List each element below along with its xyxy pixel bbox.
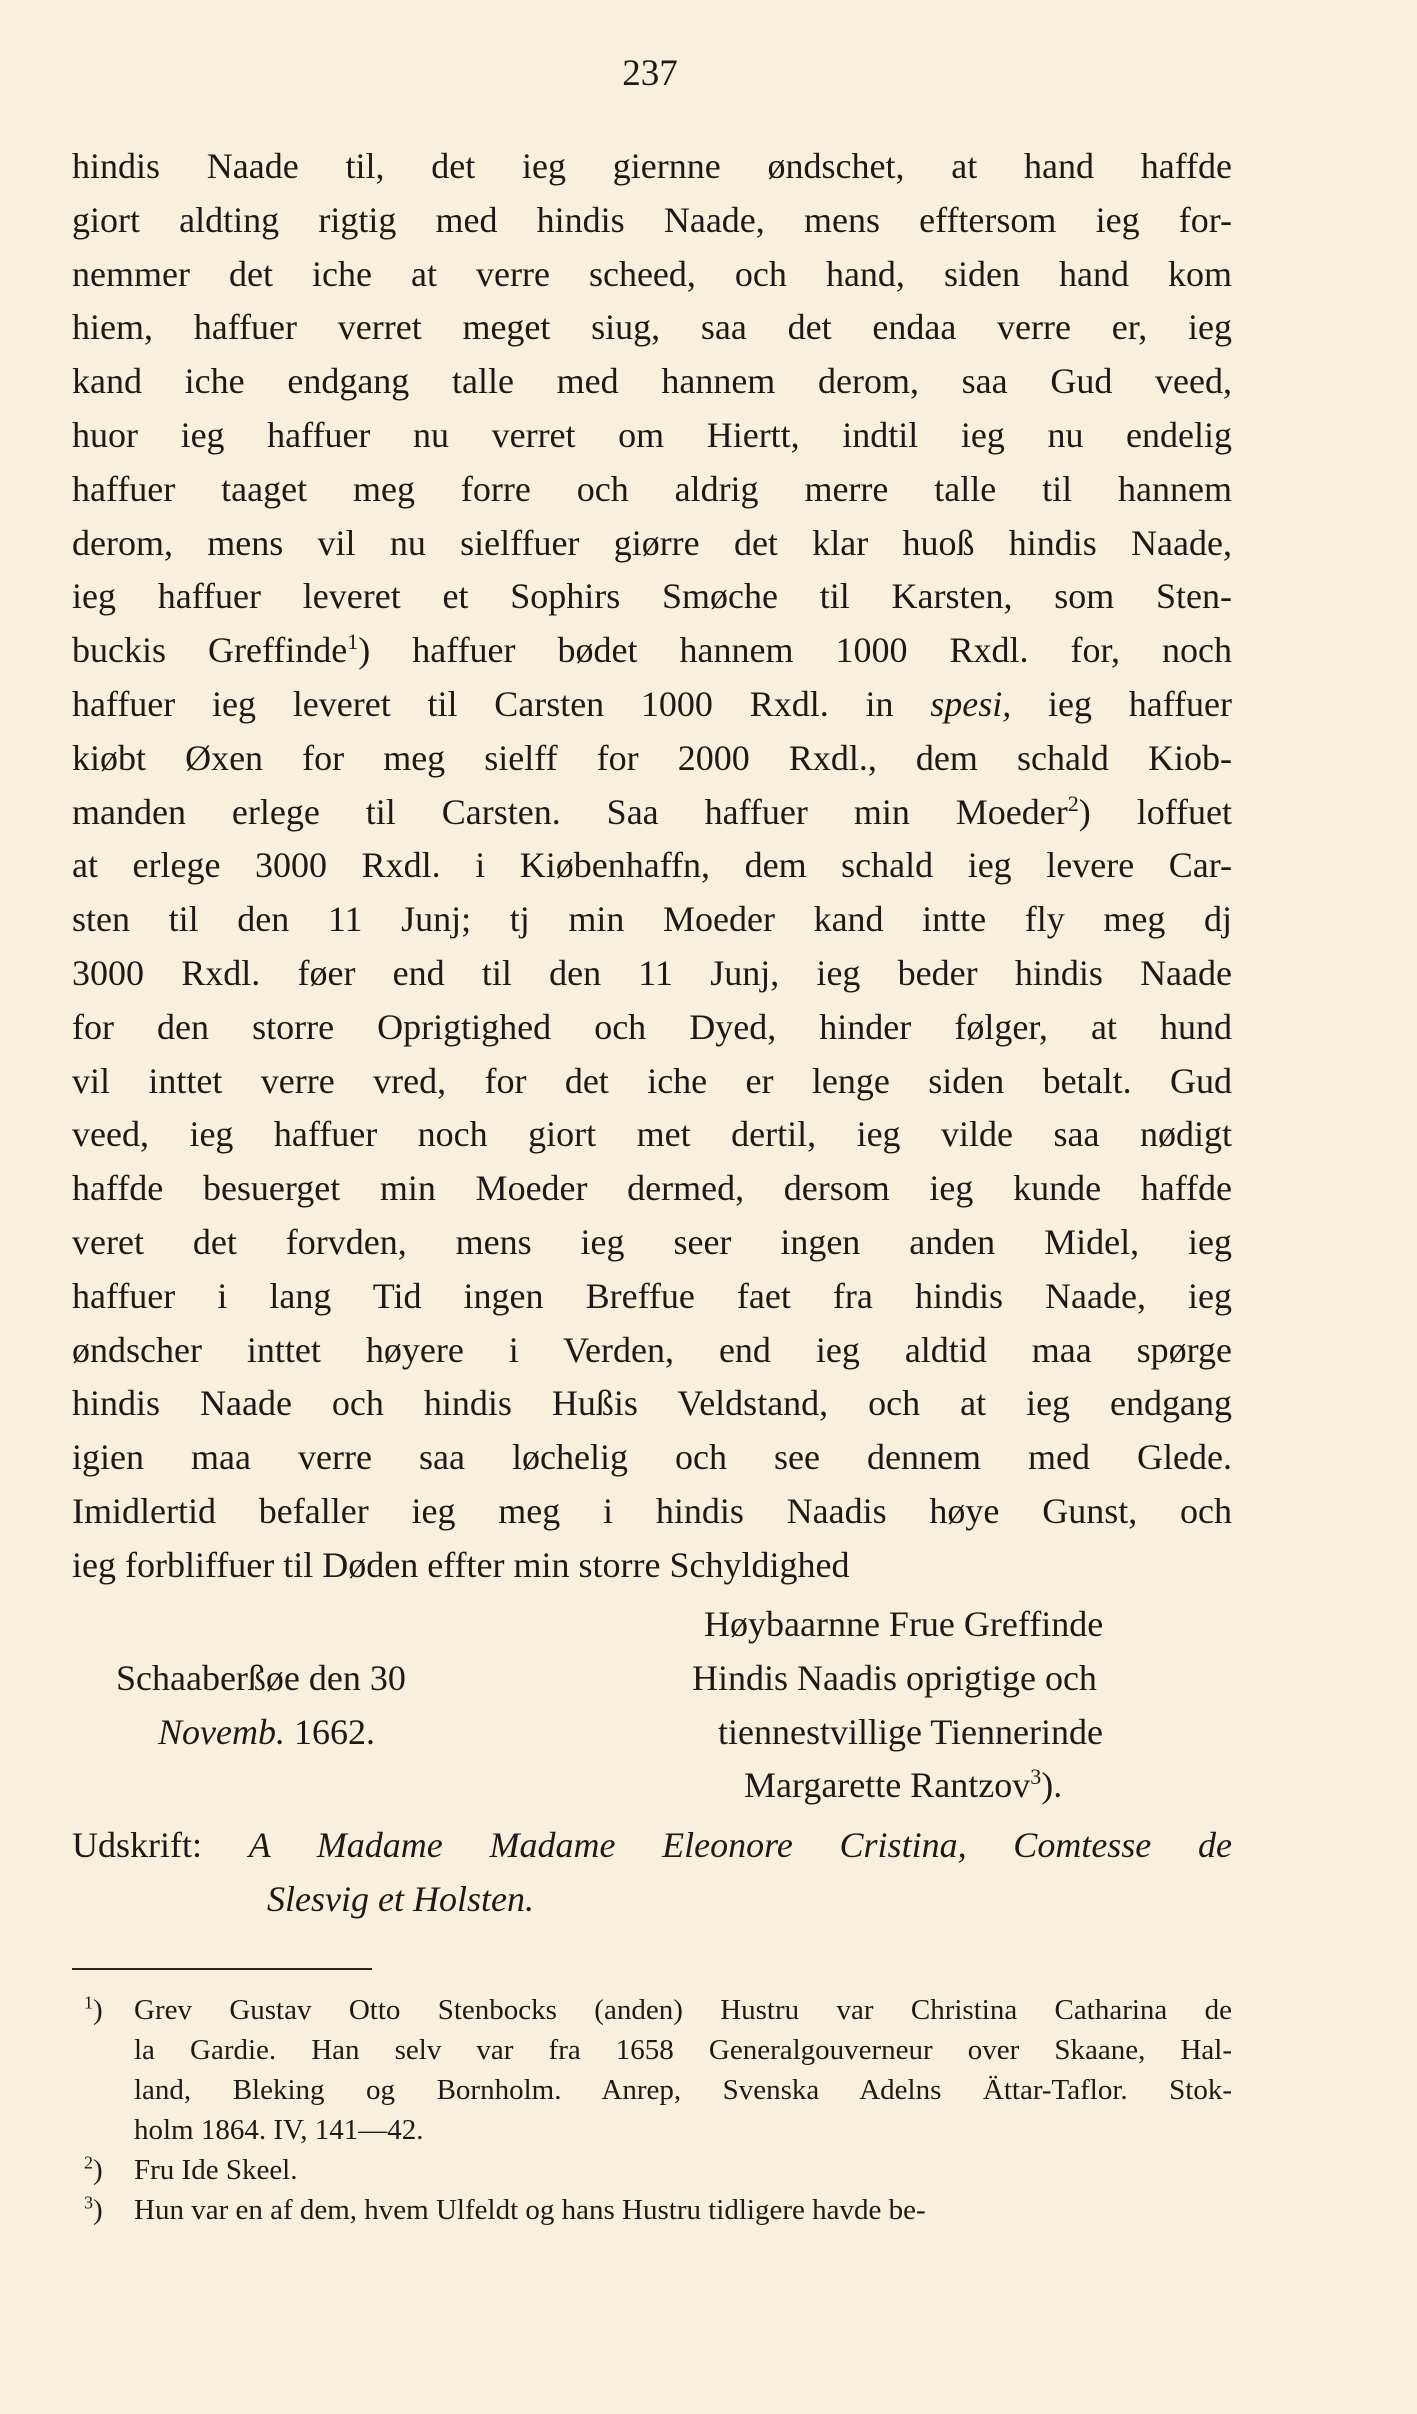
footnote-marker: $^2$)	[84, 2152, 103, 2186]
footnote-line: land, Bleking og Bornholm. Anrep, Svenska Adelns Ättar-Taflor. Stok-	[134, 2074, 1232, 2106]
footnote-line: Grev Gustav Otto Stenbocks (anden) Hustru var Christina Catharina de	[134, 1994, 1232, 2026]
month-abbrev: Novemb.	[158, 1711, 285, 1752]
footnote-divider	[72, 1968, 372, 1970]
year: 1662.	[284, 1711, 375, 1752]
footnote	[72, 2150, 1232, 2190]
italic-word: spesi,	[930, 683, 1012, 724]
text-line: nemmer det iche at verre scheed, och hand, siden hand kom	[72, 253, 1232, 294]
text-line: for den storre Oprigtighed och Dyed, hinder følger, at hund	[72, 1006, 1232, 1047]
text-line: haffuer i lang Tid ingen Breffue faet fra hindis Naade, ieg	[72, 1275, 1232, 1316]
footnotes	[72, 1990, 1232, 2230]
text-line: huor ieg haffuer nu verret om Hiertt, indtil ieg nu endelig	[72, 414, 1232, 455]
footnote-ref-1: 1	[347, 629, 359, 655]
text-line: sten til den 11 Junj; tj min Moeder kand intte fly meg dj	[72, 899, 1232, 940]
text-line: at erlege 3000 Rxdl. i Kiøbenhaffn, dem schald ieg levere Car-	[72, 845, 1232, 886]
text-line: ieg haffuer leveret et Sophirs Smøche til Karsten, som Sten-	[72, 576, 1232, 617]
text-line: veed, ieg haffuer noch giort met dertil, ieg vilde saa nødigt	[72, 1114, 1232, 1155]
text-line: haffuer taaget meg forre och aldrig merre talle til hannem	[72, 468, 1232, 509]
text-line: hindis Naade til, det ieg giernne øndschet, at hand haffde	[72, 146, 1232, 186]
text-line: derom, mens vil nu sielffuer giørre det klar huoß hindis Naade,	[72, 522, 1232, 563]
footnote	[72, 2190, 1232, 2230]
footnote-marker: $^3$)	[84, 2192, 103, 2226]
page-number: 237	[622, 53, 678, 94]
footnote-ref-2: 2	[1067, 790, 1079, 816]
address-line-1	[72, 1818, 1232, 1872]
footnote-marker: $^1$)	[84, 1992, 103, 2026]
text-line: Imidlertid befaller ieg meg i hindis Naadis høye Gunst, och	[72, 1490, 1232, 1531]
text-line: 3000 Rxdl. føer end til den 11 Junj, ieg beder hindis Naade	[72, 952, 1232, 993]
text-line: buckis Greffinde$^1$) haffuer bødet hannem 1000 Rxdl. for, noch	[72, 629, 1232, 671]
salutation: Høybaarnne Frue Greffinde	[704, 1604, 1104, 1644]
text-line: vil inttet verre vred, for det iche er lenge siden betalt. Gud	[72, 1060, 1232, 1101]
text-line: haffuer ieg leveret til Carsten 1000 Rxdl. in spesi, ieg haffuer	[72, 683, 1232, 724]
address-recipient: A Madame Madame Eleonore Cristina, Comtesse de	[248, 1825, 1232, 1865]
closing-line-1: Hindis Naadis oprigtige och	[692, 1657, 1097, 1698]
address-line-2: Slesvig et Holsten.	[267, 1879, 534, 1919]
footnote-line: Hun var en af dem, hvem Ulfeldt og hans Hustru tidligere havde be-	[134, 2194, 926, 2226]
place-date-line-1: Schaaberßøe den 30	[116, 1657, 406, 1698]
text-line: ieg forbliffuer til Døden effter min storre Schyldighed	[72, 1544, 850, 1585]
text-line: igien maa verre saa løchelig och see dennem med Glede.	[72, 1437, 1232, 1478]
place-date-line-2	[158, 1706, 375, 1760]
footnote	[72, 1990, 1232, 2150]
letter-body	[72, 140, 1232, 1593]
text-line: veret det forvden, mens ieg seer ingen anden Midel, ieg	[72, 1221, 1232, 1262]
text-line: giort aldting rigtig med hindis Naade, mens efftersom ieg for-	[72, 199, 1232, 240]
footnote-line: Fru Ide Skeel.	[134, 2154, 298, 2186]
text-line: hiem, haffuer verret meget siug, saa det endaa verre er, ieg	[72, 307, 1232, 348]
address-block	[72, 1818, 1232, 1926]
footnote-line: holm 1864. IV, 141—42.	[134, 2114, 424, 2146]
text-line: haffde besuerget min Moeder dermed, dersom ieg kunde haffde	[72, 1168, 1232, 1209]
text-line: øndscher inttet høyere i Verden, end ieg aldtid maa spørge	[72, 1329, 1232, 1370]
text-line: kand iche endgang talle med hannem derom, saa Gud veed,	[72, 361, 1232, 402]
closing-line-2: tiennestvillige Tiennerinde	[718, 1711, 1103, 1752]
address-label: Udskrift:	[72, 1825, 202, 1865]
text-line: manden erlege til Carsten. Saa haffuer min Moeder$^2$) loffuet	[72, 790, 1232, 832]
footnote-line: la Gardie. Han selv var fra 1658 Generalgouverneur over Skaane, Hal-	[134, 2034, 1232, 2066]
text-line: hindis Naade och hindis Hußis Veldstand, och at ieg endgang	[72, 1383, 1232, 1424]
footnote-ref-3: 3	[1030, 1764, 1042, 1790]
text-line: kiøbt Øxen for meg sielff for 2000 Rxdl., dem schald Kiob-	[72, 737, 1232, 778]
signer-name: Margarette Rantzov$^3$).	[744, 1764, 1063, 1806]
